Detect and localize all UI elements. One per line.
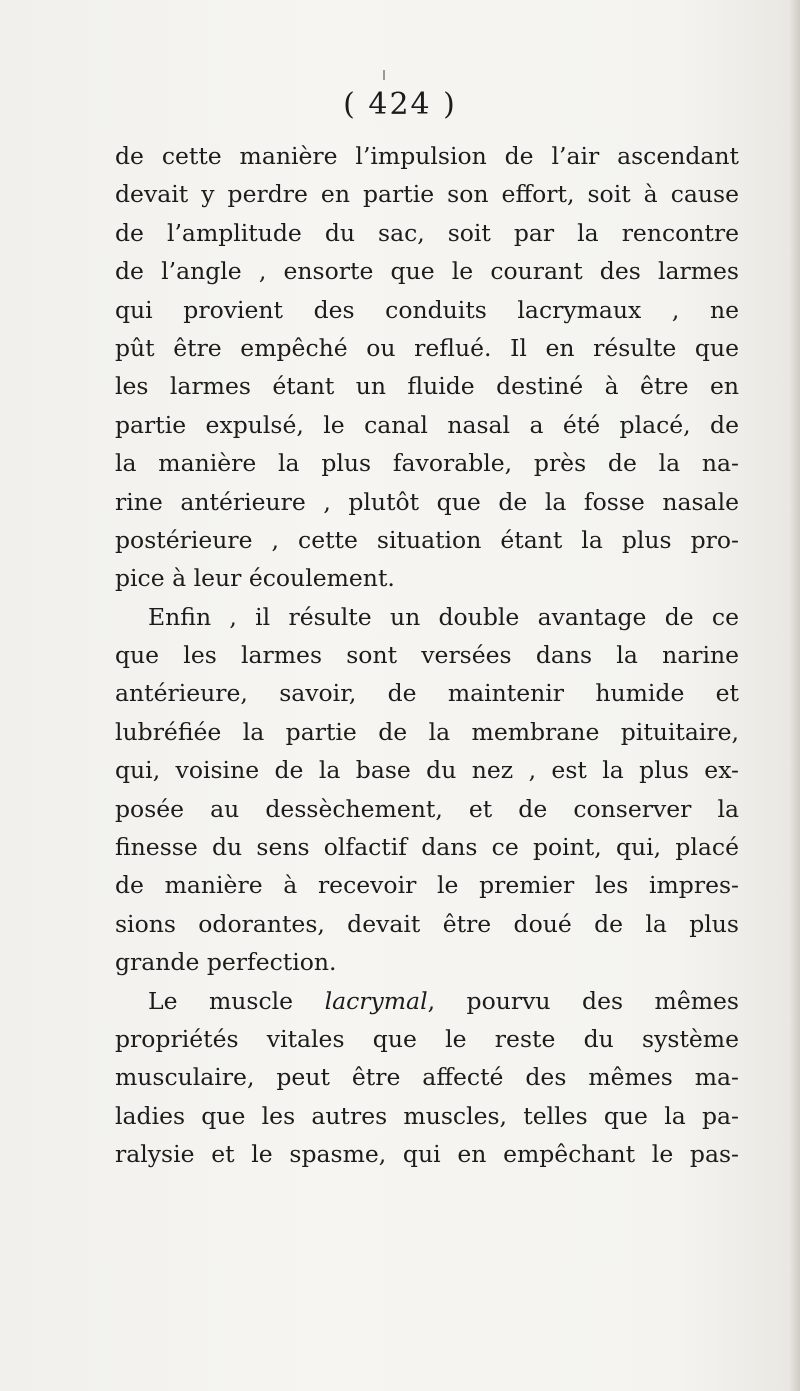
body-text bbox=[115, 137, 739, 1174]
text-line: que les larmes sont versées dans la narine bbox=[115, 641, 739, 670]
text-line: lubréfiée la partie de la membrane pituitaire, bbox=[115, 717, 739, 746]
italic-term: lacrymal bbox=[324, 986, 428, 1015]
text-line: de l’amplitude du sac, soit par la rencontre bbox=[115, 218, 739, 247]
text-line: de manière à recevoir le premier les impres- bbox=[115, 871, 739, 900]
text-line: les larmes étant un fluide destiné à être en bbox=[115, 372, 739, 401]
text-line: musculaire, peut être affecté des mêmes ma- bbox=[115, 1063, 739, 1092]
text-line: ralysie et le spasme, qui en empêchant le pas- bbox=[115, 1140, 739, 1169]
muscle-line-start: Le muscle bbox=[148, 986, 294, 1015]
text-line: ladies que les autres muscles, telles que la pa- bbox=[115, 1101, 739, 1130]
text-line: pût être empêché ou reflué. Il en résulte que bbox=[115, 333, 739, 362]
paragraph-start-line bbox=[115, 982, 739, 1020]
ink-mark bbox=[383, 70, 385, 80]
text-line: de l’angle , ensorte que le courant des larmes bbox=[115, 257, 739, 286]
text-line: qui provient des conduits lacrymaux , ne bbox=[115, 295, 739, 324]
text-line: devait y perdre en partie son effort, soit à cause bbox=[115, 180, 739, 209]
text-line: finesse du sens olfactif dans ce point, qui, placé bbox=[115, 833, 739, 862]
page-edge-shadow bbox=[790, 0, 800, 1391]
text-line: rine antérieure , plutôt que de la fosse nasale bbox=[115, 487, 739, 516]
text-line: antérieure, savoir, de maintenir humide et bbox=[115, 679, 739, 708]
page-number: ( 424 ) bbox=[343, 87, 457, 122]
text-line: posée au dessèchement, et de conserver la bbox=[115, 794, 739, 823]
paragraph-start-line: Enfin , il résulte un double avantage de ce bbox=[148, 602, 739, 631]
text-line: sions odorantes, devait être doué de la plus bbox=[115, 909, 739, 938]
text-line: de cette manière l’impulsion de l’air ascendant bbox=[115, 142, 739, 170]
text-line: la manière la plus favorable, près de la na- bbox=[115, 449, 739, 478]
text-line: partie expulsé, le canal nasal a été placé, de bbox=[115, 410, 739, 439]
text-line: propriétés vitales que le reste du système bbox=[115, 1024, 739, 1053]
muscle-line-end: , pourvu des mêmes bbox=[427, 986, 739, 1015]
text-line: postérieure , cette situation étant la plus pro- bbox=[115, 525, 739, 554]
paragraph-end-line: grande perfection. bbox=[115, 948, 337, 977]
paragraph-end-line: pice à leur écoulement. bbox=[115, 564, 395, 593]
text-line: qui, voisine de la base du nez , est la plus ex- bbox=[115, 756, 739, 785]
